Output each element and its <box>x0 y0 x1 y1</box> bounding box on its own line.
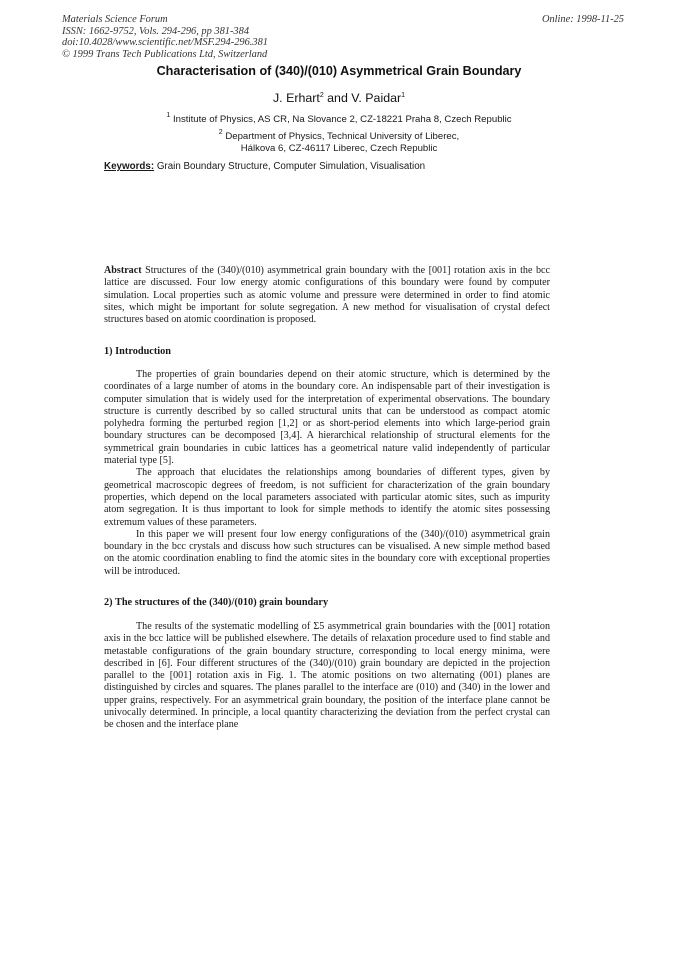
section-1-paragraph-3: In this paper we will present four low energy configurations of the (340)/(010) asymmetrical grain boundary in the bcc crystals and discuss how such structures can be visualised. A new simple method based on the atomic coordination enabling to find the atomic sites in the boundary core with exceptional properties will be introduced. <box>104 528 550 577</box>
issn-line: ISSN: 1662-9752, Vols. 294-296, pp 381-384 <box>62 25 250 37</box>
affiliation-2-marker: 2 <box>218 129 223 136</box>
keywords <box>104 161 425 172</box>
affiliation-1-marker: 1 <box>166 112 171 119</box>
keywords-label: Keywords: <box>104 161 155 172</box>
section-1-paragraph-1: The properties of grain boundaries depend on their atomic structure, which is determined by the coordinates of a large number of atoms in the boundary core. An indispensable part of their investigation is computer simulation that is widely used for the interpretation of experimental observations. The boundary structure is currently described by so called structural units that can be understood as compact atomic polyhedra forming the perturbed region [1,2] or as short-period elements into which large-period grain boundary structures can be decomposed [3,4]. A hierarchical relationship of structural elements for the symmetrical grain boundaries in cubic lattices has a geometrical nature valid independently of particular material type [5]. <box>104 369 550 467</box>
affiliation-2 <box>0 127 678 154</box>
author-erhart-affiliation: 2 <box>319 92 324 99</box>
section-2-body <box>104 621 550 732</box>
online-date: Online: 1998-11-25 <box>541 14 624 25</box>
author-list <box>0 91 678 105</box>
copyright-line: © 1999 Trans Tech Publications Ltd, Switzerland <box>62 48 268 60</box>
affiliation-2-line2: Hálkova 6, CZ-46117 Liberec, Czech Republic <box>240 142 438 154</box>
affiliation-1 <box>0 110 678 126</box>
publication-info <box>62 14 268 60</box>
paper-title: Characterisation of (340)/(010) Asymmetrical Grain Boundary <box>156 64 522 78</box>
author-paidar: V. Paidar <box>351 91 402 105</box>
author-separator: and <box>323 91 352 105</box>
abstract-label: Abstract <box>104 265 142 276</box>
section-2-heading: 2) The structures of the (340)/(010) grain boundary <box>104 597 329 608</box>
keywords-text: Grain Boundary Structure, Computer Simulation, Visualisation <box>154 161 426 172</box>
section-1-paragraph-2: The approach that elucidates the relationships among boundaries of different types, given by geometrical macroscopic degrees of freedom, is not sufficient for characterization of the grain boundary properties, which depend on the local parameters associated with particular atomic sites, such as impurity atom segregation. It is thus important to look for simple methods to identify the atomic sites possessing extremum values of these parameters. <box>104 467 550 528</box>
abstract <box>104 265 550 326</box>
journal-name: Materials Science Forum <box>62 14 168 25</box>
author-paidar-affiliation: 1 <box>401 92 406 99</box>
affiliation-2-line1: Department of Physics, Technical University of Liberec, <box>222 131 460 142</box>
doi-line: doi:10.4028/www.scientific.net/MSF.294-296.381 <box>62 37 268 49</box>
author-erhart: J. Erhart <box>272 91 320 105</box>
affiliation-1-text: Institute of Physics, AS CR, Na Slovance 2, CZ-18221 Praha 8, Czech Republic <box>170 114 512 125</box>
section-1-heading: 1) Introduction <box>104 346 172 357</box>
abstract-text: Structures of the (340)/(010) asymmetrical grain boundary with the [001] rotation axis in the bcc lattice are discussed. Four low energy atomic configurations of this boundary were found by computer simulation. Local properties such as atomic volume and pressure were determined in order to find atomic sites, which might be important for solute segregation. A new method for visualisation of crystal defect structures based on atomic coordination is proposed. <box>104 265 550 326</box>
section-1-body <box>104 369 550 578</box>
section-2-paragraph-1: The results of the systematic modelling of Σ5 asymmetrical grain boundaries with the [001] rotation axis in the bcc lattice will be published elsewhere. The details of relaxation procedure used to find stable and metastable configurations of the grain boundary structure, corresponding to local energy minima, were described in [6]. Four different structures of the (340)/(010) grain boundary are depicted in the projection parallel to the [001] rotation axis in Fig. 1. The atomic positions on two alternating (001) planes are distinguished by circles and squares. The planes parallel to the interface are (010) and (340) in the lower and upper grains, respectively. For an asymmetrical grain boundary, the position of the interface plane cannot be univocally determined. In principle, a local quantity characterizing the deviation from the perfect crystal can be chosen and the interface plane <box>104 621 550 731</box>
